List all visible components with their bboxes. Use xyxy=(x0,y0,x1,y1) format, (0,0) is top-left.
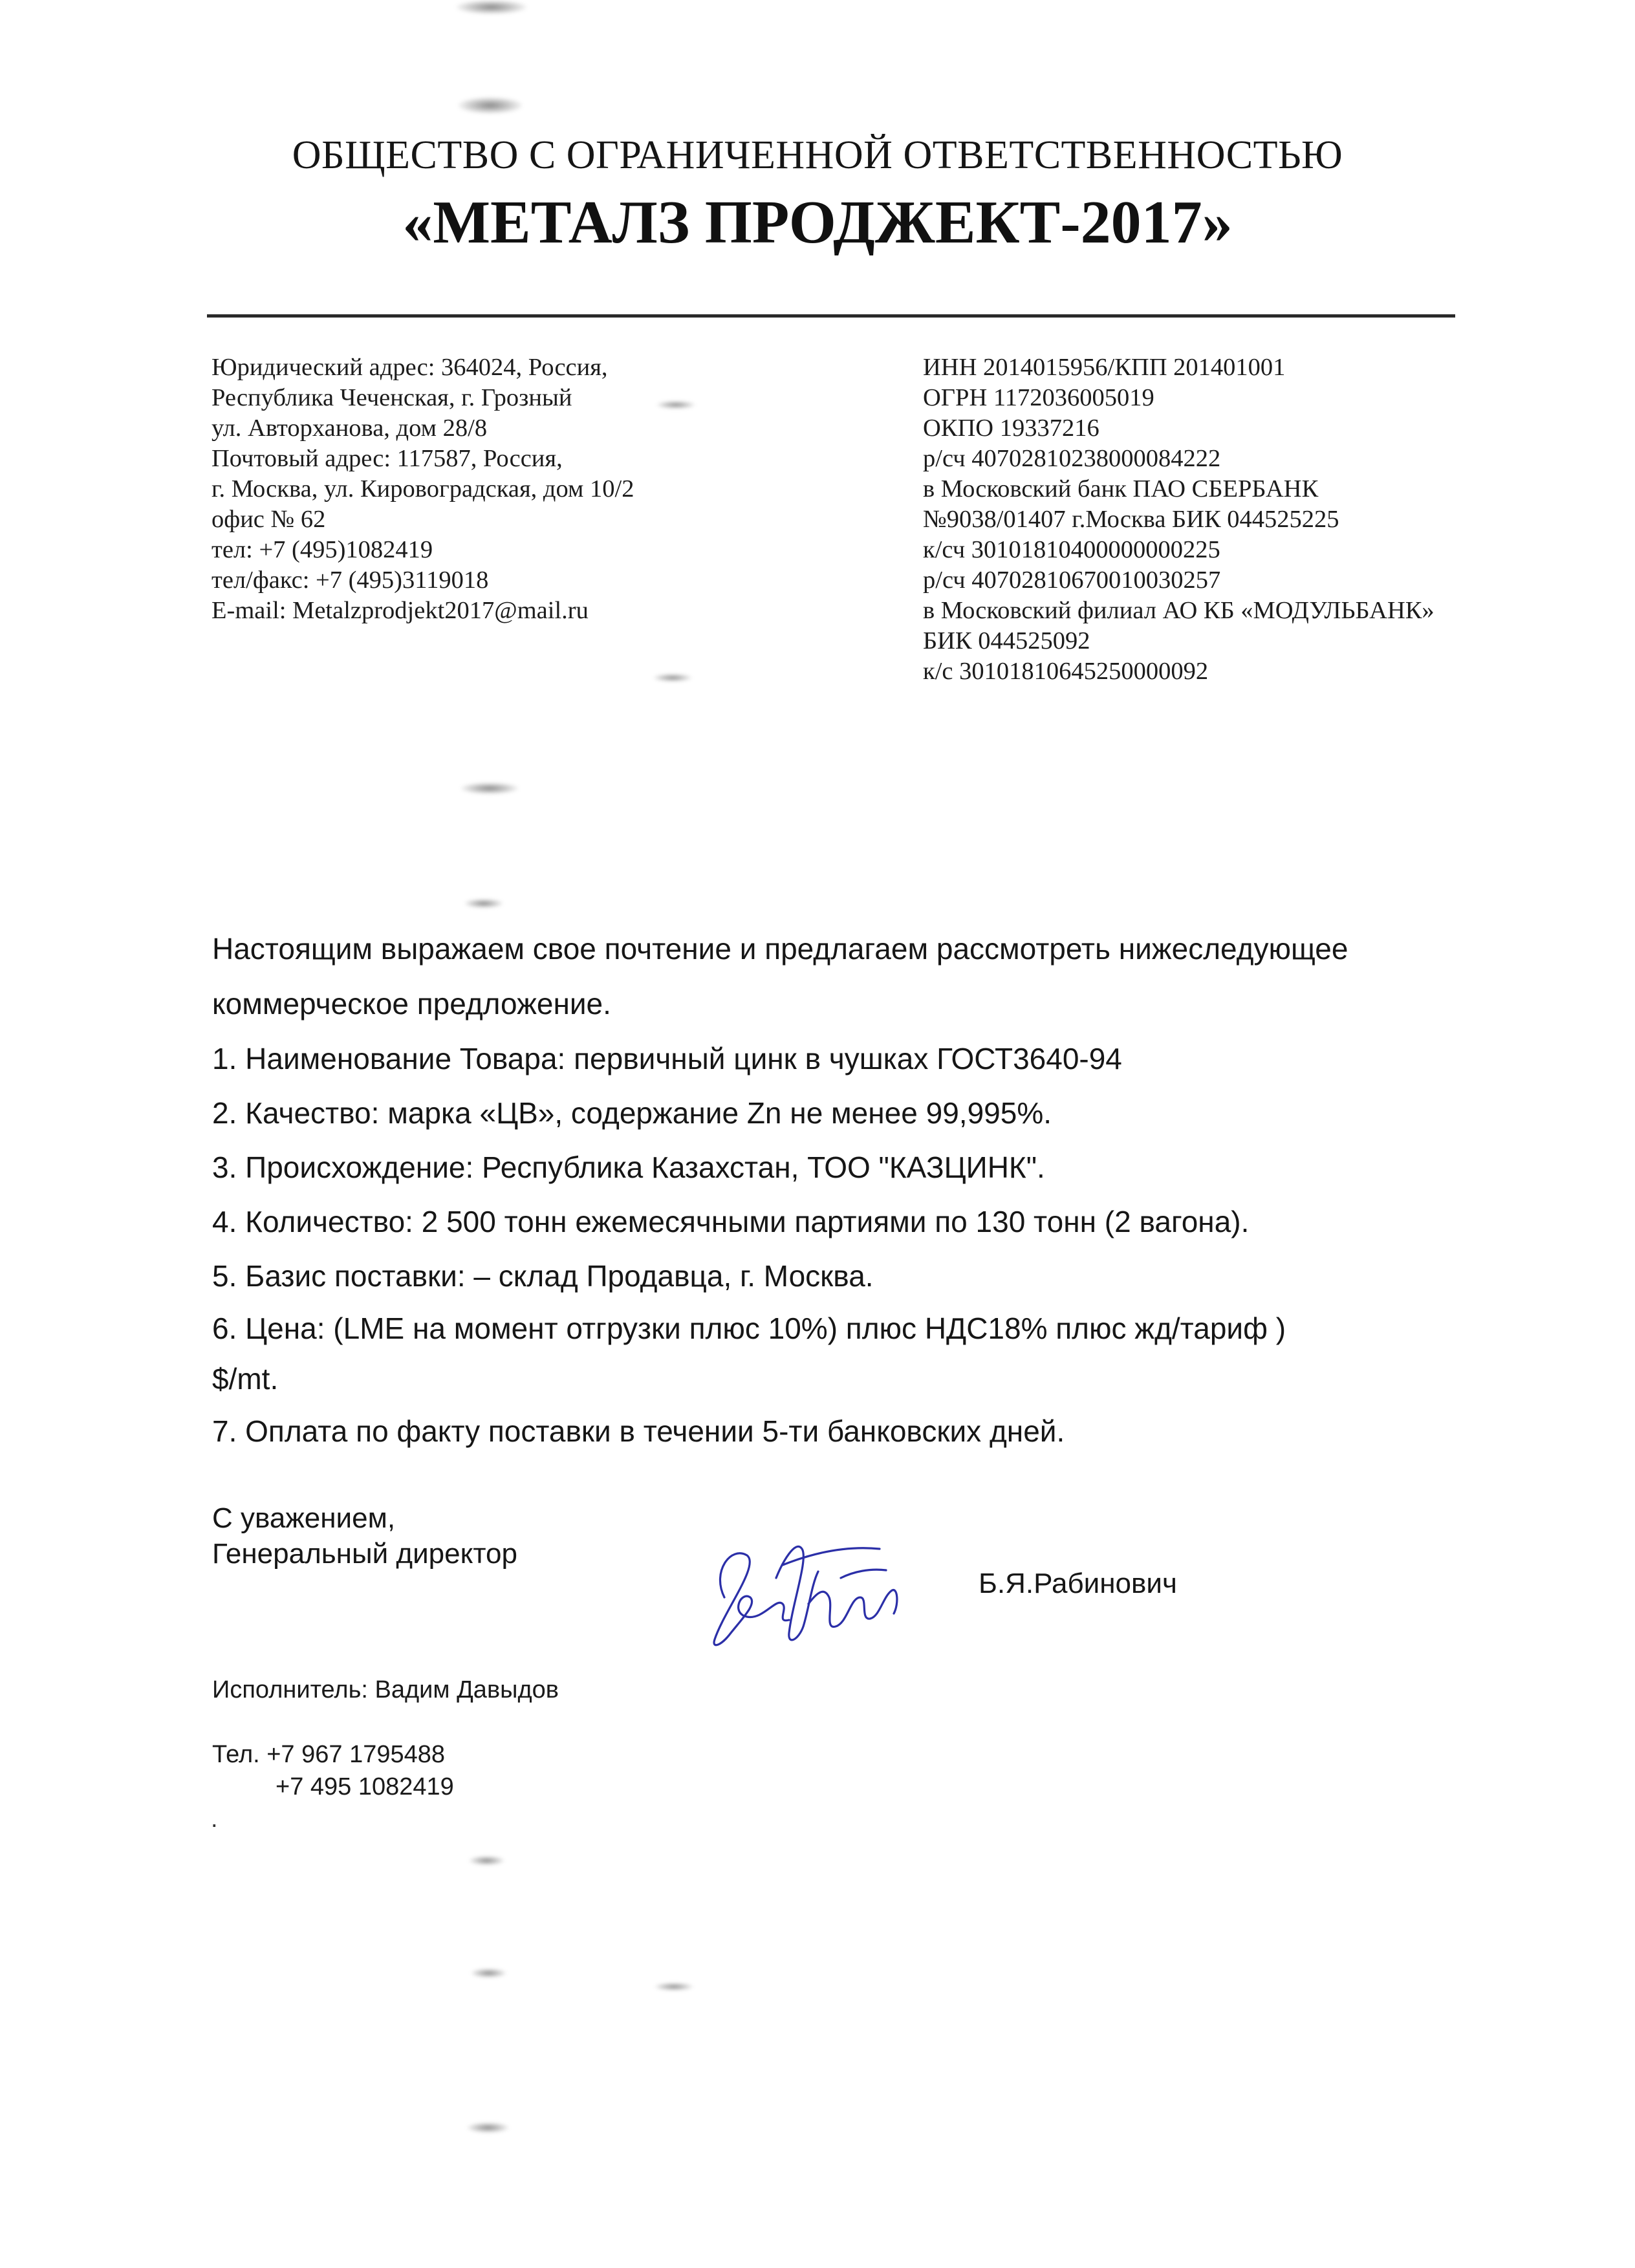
requisite-line: в Московский филиал АО КБ «МОДУЛЬБАНК» xyxy=(923,597,1435,624)
scan-smudge xyxy=(464,899,503,908)
organization-name: «МЕТАЛЗ ПРОДЖЕКТ-2017» xyxy=(402,189,1233,256)
requisite-line: БИК 044525092 xyxy=(923,627,1090,654)
requisite-line: к/сч 30101810400000000225 xyxy=(923,536,1220,563)
scan-smudge xyxy=(653,674,692,682)
closing-regards: С уважением, xyxy=(212,1502,396,1534)
intro-paragraph xyxy=(212,922,1473,1031)
organization-type: ОБЩЕСТВО С ОГРАНИЧЕННОЙ ОТВЕТСТВЕННОСТЬЮ xyxy=(292,133,1343,177)
term-item-price-unit: $/mt. xyxy=(212,1362,279,1396)
term-item-origin: 3. Происхождение: Республика Казахстан, ТОО "КАЗЦИНК". xyxy=(212,1150,1045,1184)
term-item-price: 6. Цена: (LME на момент отгрузки плюс 10%) плюс НДС18% плюс жд/тариф ) xyxy=(212,1312,1286,1345)
intro-line: коммерческое предложение. xyxy=(212,987,611,1021)
scan-smudge xyxy=(656,401,695,409)
handwritten-signature xyxy=(686,1500,931,1662)
address-line: Республика Чеченская, г. Грозный xyxy=(211,384,572,411)
requisite-line: в Московский банк ПАО СБЕРБАНК xyxy=(923,475,1319,502)
term-item-quantity: 4. Количество: 2 500 тонн ежемесячными партиями по 130 тонн (2 вагона). xyxy=(212,1205,1250,1238)
letter-body xyxy=(212,922,1473,1458)
scan-smudge xyxy=(471,1969,506,1978)
phone-line: Тел. +7 967 1795488 xyxy=(212,1741,446,1768)
requisite-line: р/сч 40702810238000084222 xyxy=(923,445,1221,472)
executor-line: Исполнитель: Вадим Давыдов xyxy=(212,1676,559,1703)
address-line: Почтовый адрес: 117587, Россия, xyxy=(211,445,563,472)
signer-name: Б.Я.Рабинович xyxy=(979,1568,1177,1599)
requisite-line: к/с 30101810645250000092 xyxy=(923,658,1209,685)
intro-line: Настоящим выражаем свое почтение и предлагаем рассмотреть нижеследующее xyxy=(212,932,1348,966)
closing-block xyxy=(212,1500,517,1571)
bank-requisites-block xyxy=(923,352,1435,687)
address-line: ул. Авторханова, дом 28/8 xyxy=(211,415,488,442)
scan-smudge xyxy=(456,0,527,14)
requisite-line: №9038/01407 г.Москва БИК 044525225 xyxy=(923,506,1339,533)
contact-phones xyxy=(212,1738,454,1803)
fax-line: тел/факс: +7 (495)3119018 xyxy=(211,567,489,594)
address-line: г. Москва, ул. Кировоградская, дом 10/2 xyxy=(211,475,634,502)
term-item-payment: 7. Оплата по факту поставки в течении 5-ти банковских дней. xyxy=(212,1414,1065,1448)
phone-line: тел: +7 (495)1082419 xyxy=(211,536,433,563)
scan-smudge xyxy=(460,783,519,794)
requisite-line: ОКПО 19337216 xyxy=(923,415,1099,442)
signer-title: Генеральный директор xyxy=(212,1538,517,1570)
header-divider xyxy=(207,314,1455,318)
scan-smudge xyxy=(467,2122,509,2133)
address-line: Юридический адрес: 364024, Россия, xyxy=(211,354,608,381)
phone-line: +7 495 1082419 xyxy=(276,1773,454,1800)
term-item-quality: 2. Качество: марка «ЦВ», содержание Zn не менее 99,995%. xyxy=(212,1096,1052,1130)
term-item-product: 1. Наименование Товара: первичный цинк в чушках ГОСТ3640-94 xyxy=(212,1042,1122,1075)
term-item-delivery-basis: 5. Базис поставки: – склад Продавца, г. Москва. xyxy=(212,1259,874,1293)
requisite-line: ОГРН 1172036005019 xyxy=(923,384,1154,411)
requisite-line: ИНН 2014015956/КПП 201401001 xyxy=(923,354,1286,381)
offer-terms-list xyxy=(212,1031,1473,1458)
scan-smudge xyxy=(469,1856,504,1865)
email-line: E-mail: Metalzprodjekt2017@mail.ru xyxy=(211,597,589,624)
scan-smudge xyxy=(458,97,523,114)
requisite-line: р/сч 40702810670010030257 xyxy=(923,567,1221,594)
scan-smudge xyxy=(655,1983,693,1991)
trailing-mark: . xyxy=(211,1806,218,1833)
address-block xyxy=(211,352,634,626)
address-line: офис № 62 xyxy=(211,506,326,533)
